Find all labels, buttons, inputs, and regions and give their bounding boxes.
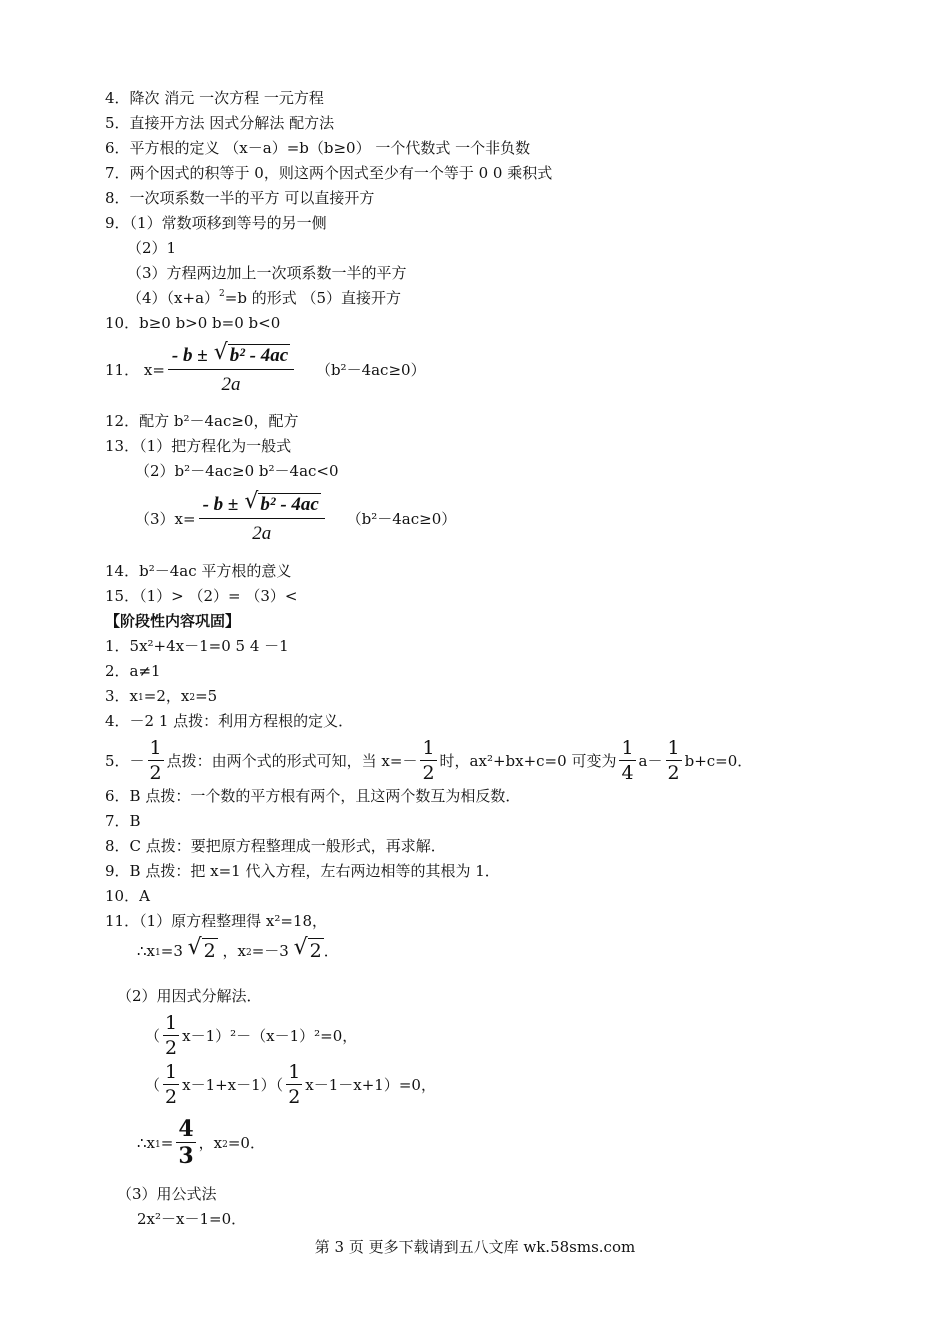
section-title: 【阶段性内容巩固】 — [105, 612, 241, 630]
page-footer: 第 3 页 更多下载请到五八文库 wk.58sms.com — [314, 1238, 636, 1256]
review-answer-9: 9．B 点拨：把 x=1 代入方程，左右两边相等的其根为 1． — [105, 862, 500, 880]
answer-line-8: 8．一次项系数一半的平方 可以直接开方 — [105, 189, 375, 207]
review-answer-11-2a: （ $\frac{1}{2}$ x－1）²－（x－1）²=0， — [145, 1012, 358, 1059]
answer-line-15: 15．（1）> （2）= （3）< — [105, 587, 298, 605]
review-answer-5: 5．－ $\frac{1}{2}$ 点拨：由两个式的形式可知，当 x=－ $\frac{1}{2}$ 时，ax²+bx+c=0 可变为 $\frac{1}{4}$ a－ $\frac{1}{2}$ b+c=0． — [105, 737, 753, 784]
review-answer-11-2b: （ $\frac{1}{2}$ x－1+x－1）（ $\frac{1}{2}$ x－1－x+1）=0， — [145, 1061, 436, 1108]
answer-line-5: 5．直接开方法 因式分解法 配方法 — [105, 114, 335, 132]
review-answer-11-3: （3）用公式法 — [117, 1185, 217, 1203]
review-answer-6: 6．B 点拨：一个数的平方根有两个，且这两个数互为相反数． — [105, 787, 521, 805]
answer-line-14: 14．b²－4ac 平方根的意义 — [105, 562, 292, 580]
review-answer-11: 11．（1）原方程整理得 x²=18， — [105, 912, 328, 930]
review-answer-10: 10．A — [105, 887, 150, 905]
answer-line-9-2: （2）1 — [127, 239, 177, 257]
answer-line-13-2: （2）b²－4ac≥0 b²－4ac<0 — [135, 462, 339, 480]
answer-line-4: 4．降次 消元 一次方程 一元方程 — [105, 89, 324, 107]
review-answer-3: 3．$x_1=2$，$x_2=5$ — [105, 687, 218, 705]
answer-line-9-3: （3）方程两边加上一次项系数一半的平方 — [127, 264, 407, 282]
answer-line-13-3: （3）x= - b ± √ b² - 4ac 2a （b²－4ac≥0） — [135, 489, 457, 544]
answer-line-9: 9．（1）常数项移到等号的另一侧 — [105, 214, 327, 232]
answer-line-12: 12．配方 b²－4ac≥0，配方 — [105, 412, 299, 430]
review-answer-11-roots: $\therefore x_1=3$ √ 2 ，$x_2=-3$ √ 2 ． — [137, 935, 339, 962]
review-answer-2: 2．a≠1 — [105, 662, 161, 680]
quadratic-formula-2: - b ± √ b² - 4ac 2a — [199, 493, 325, 545]
review-answer-11-2: （2）用因式分解法． — [117, 987, 262, 1005]
quadratic-formula: - b ± √ b² - 4ac 2a — [168, 344, 294, 396]
review-answer-8: 8．C 点拨：要把原方程整理成一般形式，再求解． — [105, 837, 446, 855]
answer-line-11: 11． x= - b ± √ b² - 4ac 2a （b²－4ac≥0） — [105, 340, 426, 395]
answer-line-6: 6．平方根的定义 （x－a）=b（b≥0） 一个代数式 一个非负数 — [105, 139, 531, 157]
answer-line-9-4: $(4)(x+a)^2=b$ 的形式 （5）直接开方 — [127, 289, 402, 307]
answer-line-10: 10．b≥0 b>0 b=0 b<0 — [105, 314, 281, 332]
review-answer-4: 4．－2 1 点拨：利用方程根的定义． — [105, 712, 354, 730]
answer-line-13: 13．（1）把方程化为一般式 — [105, 437, 292, 455]
answer-line-7: 7．两个因式的积等于 0，则这两个因式至少有一个等于 0 0 乘积式 — [105, 164, 553, 182]
review-answer-11-3a: 2x²－x－1=0． — [137, 1210, 247, 1228]
review-answer-11-2c: $\therefore x_1=$ $\frac{4}{3}$ ，$x_2=0$． — [137, 1116, 265, 1169]
review-answer-1: 1．5x²+4x－1=0 5 4 －1 — [105, 637, 289, 655]
review-answer-7: 7．B — [105, 812, 141, 830]
